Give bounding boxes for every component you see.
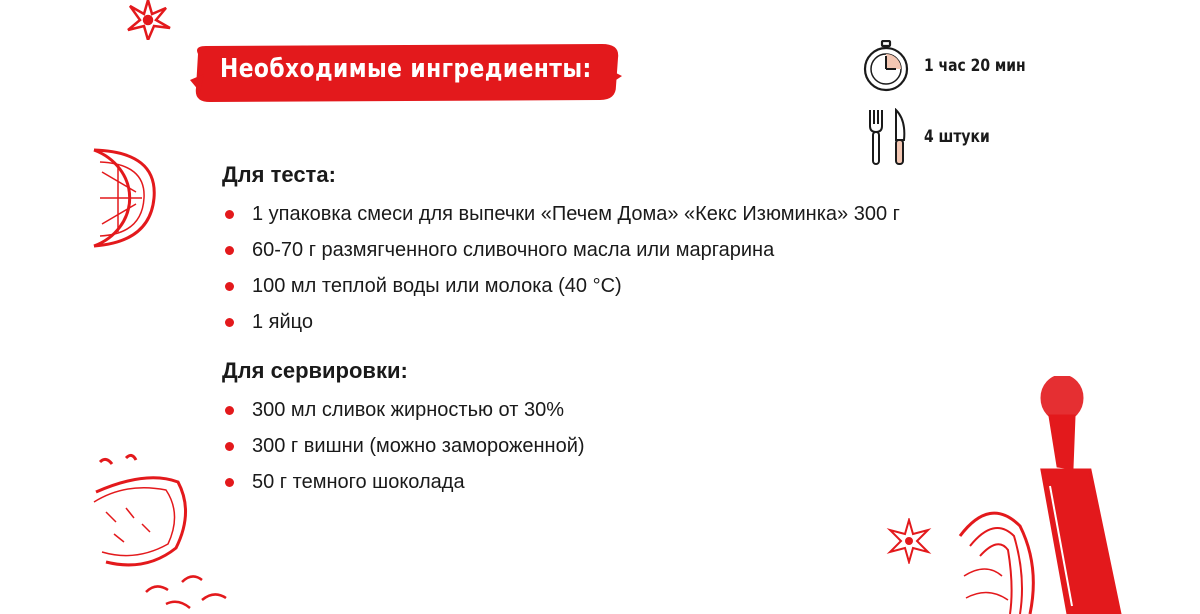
star-anise-small-icon [886,518,932,564]
ingredient-text: 100 мл теплой воды или молока (40 °C) [252,275,622,297]
ingredient-text: 300 г вишни (можно замороженной) [252,435,585,457]
header-banner [190,40,622,106]
list-item [222,268,900,304]
page-title: Необходимые ингредиенты: [220,54,592,84]
whisk-rolling-pin-icon [950,376,1170,614]
ingredient-text: 1 яйцо [252,311,314,333]
bullet-icon [225,318,234,327]
bullet-icon [225,478,234,487]
list-item [222,428,585,464]
fork-knife-icon [866,108,910,166]
bullet-icon [225,210,234,219]
bullet-icon [225,246,234,255]
list-item [222,392,585,428]
bullet-icon [225,406,234,415]
ingredient-text: 60-70 г размягченного сливочного масла или маргарина [252,239,775,261]
timer-icon [860,40,912,92]
ingredient-text: 50 г темного шоколада [252,471,465,493]
cook-time-text: 1 час 20 мин [924,56,1026,76]
servings-text: 4 штуки [924,127,990,147]
cook-time [860,40,1048,92]
list-item [222,304,900,340]
ingredient-text: 1 упаковка смеси для выпечки «Печем Дома» «Кекс Изюминка» 300 г [252,203,900,225]
list-item [222,232,900,268]
star-anise-icon [118,0,178,40]
list-item [222,196,900,232]
section-title-dough: Для теста: [222,162,336,187]
ingredient-list-serving [222,392,585,500]
section-title-serving: Для сервировки: [222,358,408,383]
ingredient-list-dough [222,196,900,340]
list-item [222,464,585,500]
bullet-icon [225,442,234,451]
ingredient-text: 300 мл сливок жирностью от 30% [252,399,564,421]
citrus-slice-icon [88,142,160,254]
bullet-icon [225,282,234,291]
servings [866,108,1004,166]
